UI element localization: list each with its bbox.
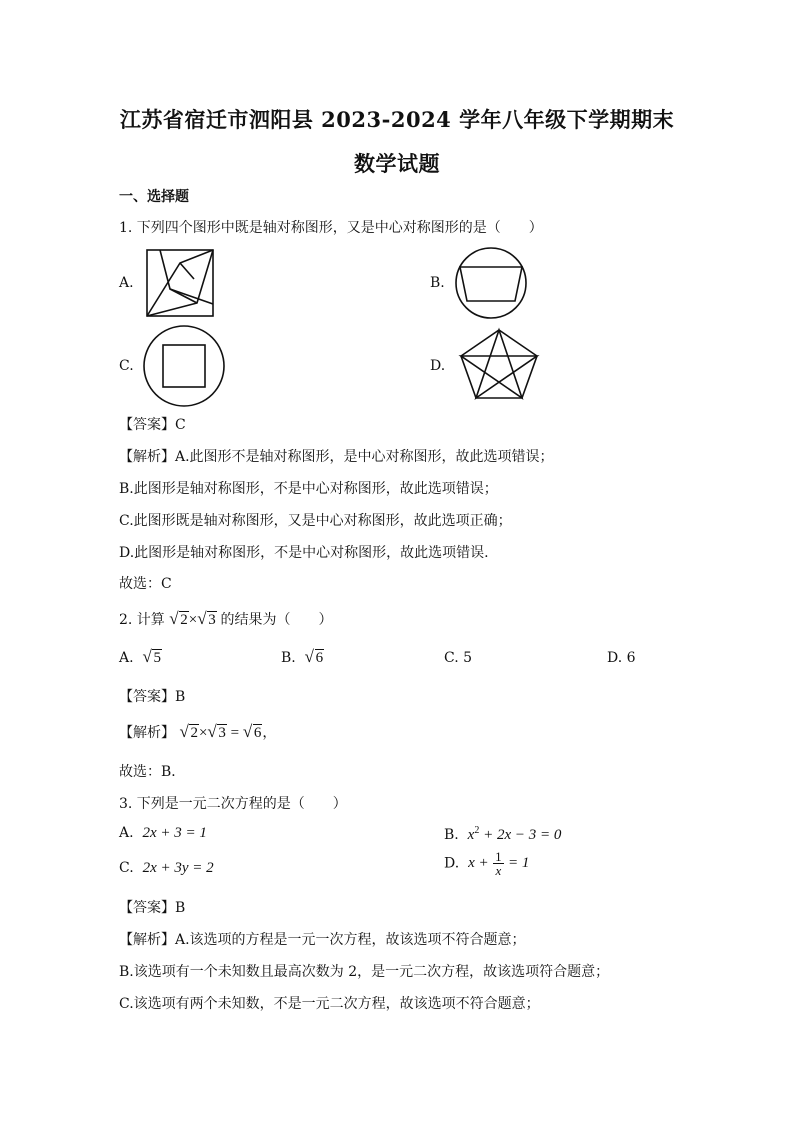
q2-analysis-prefix: 【解析】 <box>119 725 175 741</box>
q2-conclusion: 故选：B． <box>119 764 186 780</box>
q2-analysis-result: 6 <box>253 725 262 741</box>
q3-option-a-expression: 2x + 3 = 1 <box>142 825 207 841</box>
q3-analysis-line-3: C.该选项有两个未知数，不是一元二次方程，故该选项不符合题意； <box>119 996 540 1012</box>
q1-option-d-label: D. <box>430 358 446 374</box>
q1-option-c-label: C. <box>119 358 134 374</box>
q3-option-a <box>119 825 207 842</box>
q1-analysis-line-2: B.此图形是轴对称图形，不是中心对称图形，故此选项错误； <box>119 481 498 497</box>
q3-analysis-line-1: 【解析】A.该选项的方程是一元一次方程，故该选项不符合题意； <box>119 932 526 948</box>
q1-option-a-label: A. <box>119 275 134 291</box>
q3-option-c-expression: 2x + 3y = 2 <box>142 860 214 876</box>
section-heading: 一、选择题 <box>119 189 189 205</box>
q3-option-d-label: D. <box>444 855 460 872</box>
q1-stem: 1. 下列四个图形中既是轴对称图形，又是中心对称图形的是（ ） <box>119 220 543 236</box>
q3-option-d-numerator: 1 <box>495 849 502 864</box>
q3-option-d-x: x + <box>468 855 489 871</box>
q2-stem-prefix: 2. 计算 <box>119 612 165 628</box>
q3-option-b-exponent: 2 <box>474 825 480 836</box>
q3-analysis-line-2: B.该选项有一个未知数且最高次数为 2，是一元二次方程，故该选项符合题意； <box>119 964 610 980</box>
q3-stem: 3. 下列是一元二次方程的是（ ） <box>119 796 347 812</box>
q3-option-b-x: x <box>467 827 475 843</box>
q1-analysis-line-4: D.此图形是轴对称图形，不是中心对称图形，故此选项错误. <box>119 545 489 561</box>
q2-analysis <box>119 722 276 742</box>
q3-option-d-fraction <box>493 850 504 877</box>
q3-option-b <box>444 825 561 844</box>
q2-analysis-expression: √ 2× √ 3 = √ 6 <box>179 722 262 741</box>
q2-analysis-tail: ， <box>262 725 277 741</box>
q1-figure-b <box>455 245 527 321</box>
q3-option-d-rest: = 1 <box>508 855 530 871</box>
q3-option-a-label: A. <box>119 825 134 841</box>
q1-analysis-line-3: C.此图形既是轴对称图形，又是中心对称图形，故此选项正确； <box>119 513 512 529</box>
q1-figure-c <box>142 324 226 408</box>
q2-analysis-radicand-1: 2 <box>190 725 198 741</box>
q2-option-b: B. √ 6 <box>281 647 324 666</box>
q3-option-d <box>444 850 529 877</box>
q1-option-b-label: B. <box>430 275 445 291</box>
q2-stem <box>119 609 332 629</box>
q2-option-a: A. √ 5 <box>119 647 161 666</box>
q2-option-b-label: B. <box>281 650 296 666</box>
q2-answer: 【答案】B <box>119 689 186 705</box>
q3-option-c <box>119 860 214 877</box>
q1-answer: 【答案】C <box>119 417 186 433</box>
q3-option-b-rest: + 2x − 3 = 0 <box>479 827 562 843</box>
q1-conclusion: 故选：C <box>119 576 172 592</box>
q2-expression: √ 2× √ 3 <box>169 609 216 628</box>
q2-stem-suffix: 的结果为（ ） <box>220 612 333 628</box>
q2-analysis-radicand-2: 3 <box>218 725 226 741</box>
q3-option-d-denominator: x <box>495 863 502 878</box>
q2-option-c: C. 5 <box>444 650 473 666</box>
q2-times: × <box>188 612 198 628</box>
q2-option-a-value: 5 <box>153 650 161 666</box>
document-title-line1: 江苏省宿迁市泗阳县 2023-2024 学年八年级下学期期末 <box>119 107 675 132</box>
q3-option-b-label: B. <box>444 827 459 843</box>
q2-radicand-2: 3 <box>208 612 216 628</box>
q2-analysis-times: × <box>198 725 208 741</box>
q2-radicand-1: 2 <box>180 612 188 628</box>
q2-option-b-value: 6 <box>315 650 324 666</box>
q2-analysis-equals: = <box>230 725 240 741</box>
document-title-line2: 数学试题 <box>354 151 440 176</box>
q1-figure-d <box>459 328 539 400</box>
q3-option-b-expression <box>468 827 562 843</box>
q3-answer: 【答案】B <box>119 900 186 916</box>
q2-option-d: D. 6 <box>607 650 636 666</box>
q1-figure-a <box>146 249 214 317</box>
q3-option-c-label: C. <box>119 860 134 876</box>
q2-option-a-label: A. <box>119 650 134 666</box>
q1-analysis-line-1: 【解析】A.此图形不是轴对称图形，是中心对称图形，故此选项错误； <box>119 449 554 465</box>
